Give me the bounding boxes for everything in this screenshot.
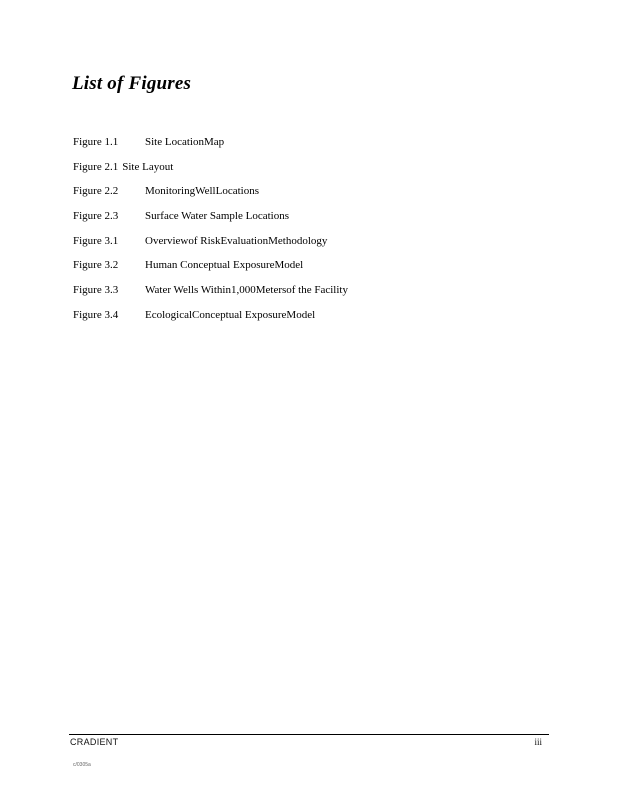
figure-caption: Site LocationMap: [145, 136, 225, 148]
footer-divider: [69, 734, 549, 735]
figure-number: Figure 3.3: [73, 284, 119, 297]
figure-caption: Site Layout: [122, 160, 174, 173]
figure-list-item: [73, 283, 553, 308]
figure-list: [73, 135, 553, 333]
figure-caption: MonitoringWellLocations: [145, 185, 259, 198]
figure-number: Figure 3.2: [73, 259, 119, 272]
figure-list-item: [73, 258, 553, 283]
figure-number: Figure 2.3: [73, 210, 119, 223]
figure-number: Figure 3.1: [73, 234, 119, 247]
figure-list-item: [73, 184, 553, 209]
figure-caption: Water Wells Within1,000Metersof the Facility: [145, 284, 348, 297]
figure-list-item: [73, 160, 553, 185]
figure-number: Figure 1.1: [73, 136, 119, 148]
figure-number: Figure 3.4: [73, 308, 119, 321]
company-logo: CRADIENT: [70, 737, 119, 747]
page-title: List of Figures: [72, 73, 192, 94]
figure-list-item: [73, 135, 553, 160]
figure-list-item: [73, 209, 553, 234]
figure-caption: EcologicalConceptual ExposureModel: [145, 308, 316, 321]
figure-number: Figure 2.1: [73, 160, 119, 173]
figure-list-item: [73, 308, 553, 333]
document-code: c/0305a: [73, 762, 91, 768]
figure-caption: Overviewof RiskEvaluationMethodology: [145, 234, 328, 247]
figure-list-item: [73, 234, 553, 259]
figure-caption: Surface Water Sample Locations: [145, 210, 289, 223]
figure-caption: Human Conceptual ExposureModel: [145, 259, 304, 272]
figure-number: Figure 2.2: [73, 185, 119, 198]
page-number: iii: [534, 737, 542, 747]
